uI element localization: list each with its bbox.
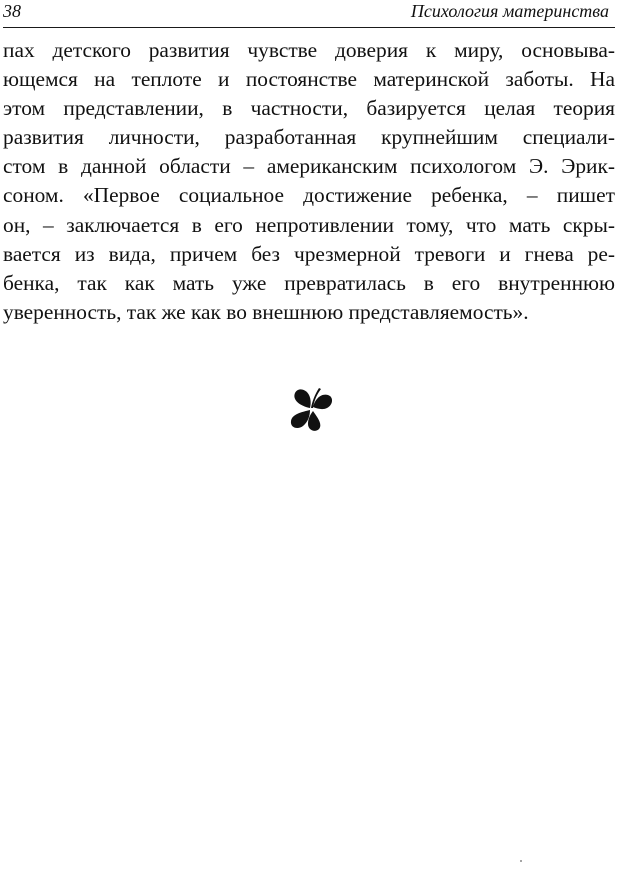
text-line: он, – заключается в его непротивлении тому, что мать скры- <box>3 212 615 237</box>
body-paragraph <box>3 36 615 327</box>
text-line: вается из вида, причем без чрезмерной тревоги и гнева ре- <box>3 241 615 266</box>
text-line: пах детского развития чувстве доверия к миру, основыва- <box>3 38 615 62</box>
text-line: развития личности, разработанная крупнейшим специали- <box>3 125 615 150</box>
running-title: Психология материнства <box>410 1 609 21</box>
text-line: уверенность, так же как во внешнюю представляемость». <box>3 299 529 324</box>
text-line: бенка, так как мать уже превратилась в его внутреннюю <box>3 270 615 295</box>
clover-leaf-icon <box>286 384 338 432</box>
page-number: 38 <box>3 1 21 21</box>
text-line: ющемся на теплоте и постоянстве материнской заботы. На <box>3 67 615 92</box>
text-line: соном. «Первое социальное достижение ребенка, – пишет <box>3 183 615 208</box>
print-speck <box>520 860 522 862</box>
text-line: этом представлении, в частности, базируется целая теория <box>3 96 615 121</box>
page-header <box>3 0 615 28</box>
text-line: стом в данной области – американским психологом Э. Эрик- <box>3 154 615 179</box>
